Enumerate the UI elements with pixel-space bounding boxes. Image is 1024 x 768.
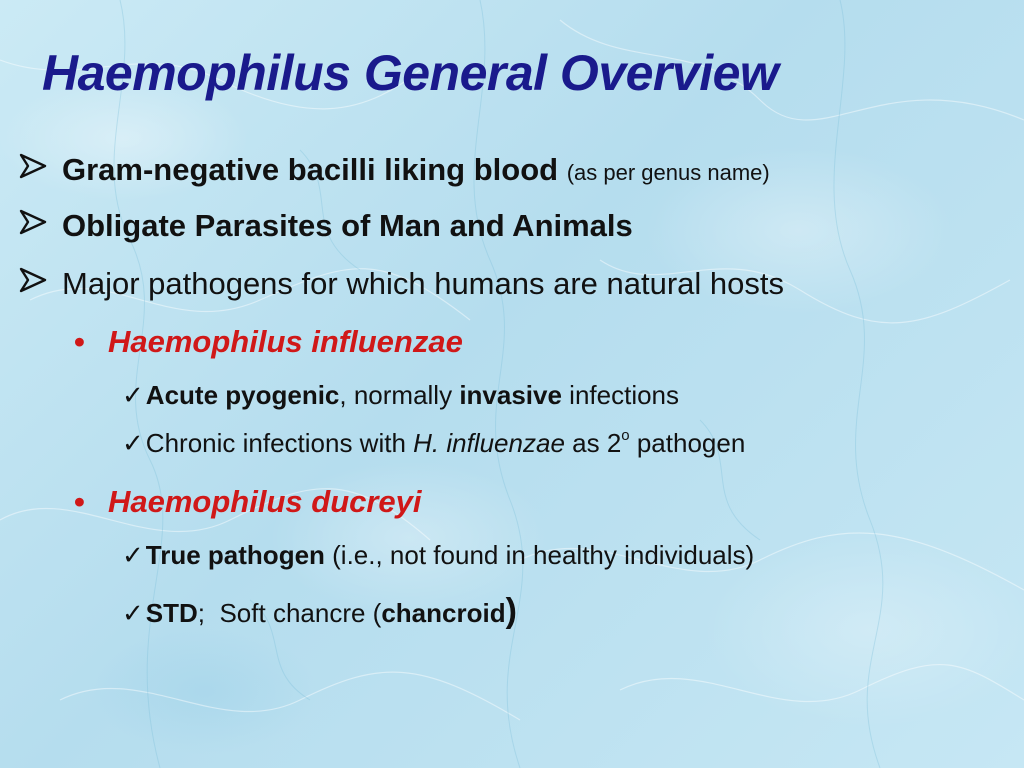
bullet-text: Major pathogens for which humans are natural hosts: [62, 266, 785, 301]
species-name: Haemophilus ducreyi: [108, 484, 422, 519]
species-haemophilus-ducreyi: [74, 484, 422, 520]
point-true-pathogen: [122, 540, 754, 571]
species-haemophilus-influenzae: [74, 324, 463, 360]
closing-paren: ): [505, 592, 517, 630]
point-acute-pyogenic: [122, 380, 679, 411]
point-std-chancroid: [122, 592, 517, 631]
point-text: , normally: [339, 380, 460, 410]
bullet-obligate-parasites: [18, 208, 633, 246]
point-text: as 2: [564, 428, 622, 458]
point-chronic-infections: [122, 428, 745, 459]
bullet-note: (as per genus name): [566, 160, 770, 185]
arrowhead-bullet-icon: [18, 151, 62, 187]
bullet-major-pathogens: [18, 266, 784, 304]
point-bold-text: STD: [145, 598, 198, 628]
point-bold-text: chancroid: [381, 598, 506, 628]
arrowhead-bullet-icon: [18, 265, 62, 301]
arrowhead-bullet-icon: [18, 207, 62, 243]
point-text: pathogen: [629, 428, 746, 458]
point-bold-text: Acute pyogenic: [145, 380, 340, 410]
dot-bullet: •: [74, 324, 85, 359]
slide-title: Haemophilus General Overview: [42, 45, 779, 101]
point-text: Chronic infections with: [145, 428, 414, 458]
dot-bullet: •: [74, 484, 85, 519]
check-mark-icon: ✓: [122, 380, 144, 410]
check-mark-icon: ✓: [122, 598, 144, 628]
point-text: infections: [561, 380, 680, 410]
species-name: Haemophilus influenzae: [108, 324, 463, 359]
point-bold-text: invasive: [459, 380, 562, 410]
check-mark-icon: ✓: [122, 540, 144, 570]
point-italic-text: H. influenzae: [413, 428, 565, 458]
point-text: ; Soft chancre (: [197, 598, 382, 628]
bullet-gram-negative: [18, 152, 770, 190]
superscript: o: [621, 427, 630, 445]
point-bold-text: True pathogen: [145, 540, 325, 570]
point-text: (i.e., not found in healthy individuals): [324, 540, 755, 570]
bullet-bold-text: Obligate Parasites of Man and Animals: [62, 208, 633, 243]
check-mark-icon: ✓: [122, 428, 144, 458]
bullet-bold-text: Gram-negative bacilli liking blood: [62, 152, 559, 187]
